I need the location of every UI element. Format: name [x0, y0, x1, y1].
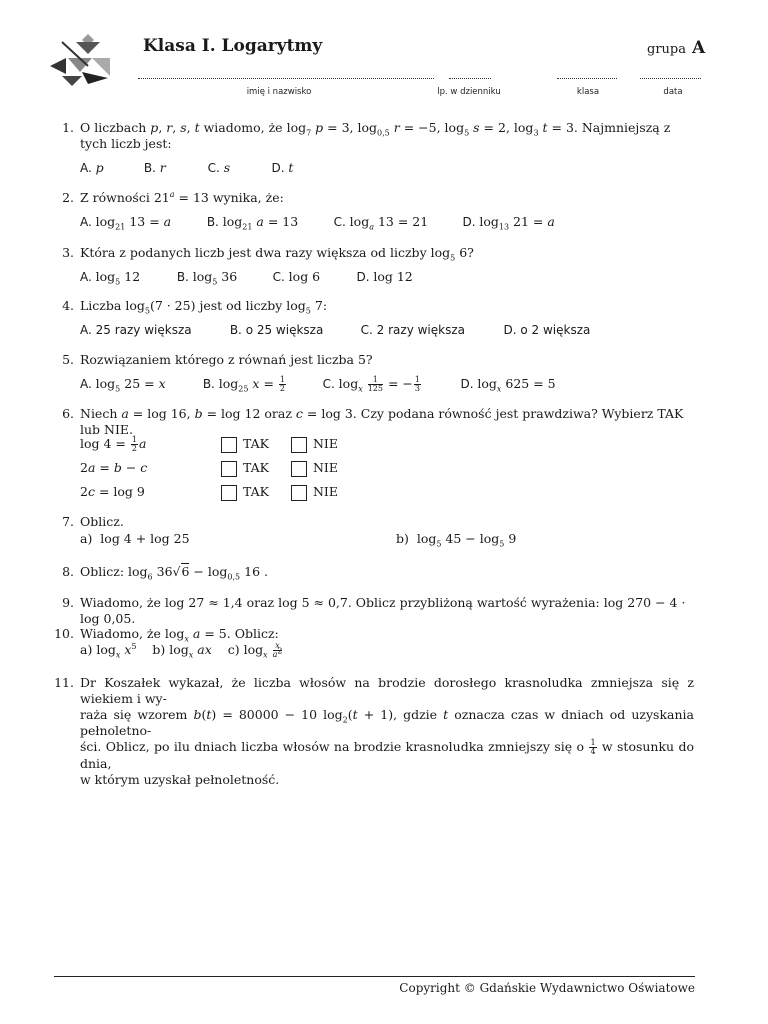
option-b[interactable]: B. $\log_{25} x$ = $\frac{1}{2}$	[202, 375, 285, 394]
option-a[interactable]: A. $\log_5 12$	[80, 269, 141, 287]
option-d[interactable]: D. $\log_{13} 21 = a$	[462, 214, 555, 232]
question-5: 5. Rozwiązaniem którego z równań jest liczba 5? A. $\log_5 25 = x$ B. $\log_{25} x$ = $\frac{1}{2}$ C. $\log_x$ $\frac{1}{125}$ = − $\frac{1}{3}$ D. $\log_x 625 = 5$	[54, 352, 694, 393]
date-field-label: data	[663, 87, 683, 97]
option-d[interactable]: D. o 2 większa	[503, 323, 591, 337]
option-a[interactable]: A. 25 razy większa	[80, 323, 192, 337]
option-b[interactable]: B. $\log_5 36$	[176, 269, 238, 287]
question-6: 6. Niech a = log 16, b = log 12 oraz c = log 3. Czy podana równość jest prawdziwa? Wybierz TAK lub NIE.	[62, 406, 684, 437]
option-b[interactable]: B. $\log_{21} a = 13$	[206, 214, 299, 232]
publisher-logo	[48, 34, 114, 86]
question-3: 3. Która z podanych liczb jest dwa razy większa od liczby $\log_5 6$? A. $\log_5 12$ B. $\log_5 36$ C. log 6 D. log 12	[62, 245, 474, 287]
question-11: 11. Dr Koszałek wykazał, że liczba włosów na brodzie dorosłego krasnoludka zmniejsza się z wiekiem i wy- raża się wzorem b(t) = 80000 − 10 $\log_2(t + 1)$, gdzie t oznacza czas w dniach od uzyskania pełnoletno- ści. Oblicz, po ilu dniach liczba włosów na brodzie krasnoludka zmniejszy się o $\frac{1}{4}$ w stosunku do dnia, w którym uzyskał pełnoletność.	[54, 675, 695, 787]
option-b[interactable]: B. o 25 większa	[229, 323, 324, 337]
logo-shape-bottom-left	[62, 76, 82, 86]
checkbox-tak[interactable]	[221, 485, 237, 501]
question-7: 7. Oblicz. a) log 4 + log 25 b) $\log_5 45 - \log_5 9$	[62, 514, 517, 549]
class-field-label: klasa	[576, 87, 600, 97]
logo-shape-body	[68, 58, 92, 72]
question-2: 2. Z równości $21^a = 13$ wynika, że: A. $\log_{21} 13 = a$ B. $\log_{21} a = 13$ C. $\log_a 13 = 21$ D. $\log_{13} 21 = a$	[54, 190, 694, 230]
question-8: 8. Oblicz: $\log_6 36√6 - \log_{0,5} 16$ .	[62, 564, 268, 582]
checkbox-nie[interactable]	[291, 437, 307, 453]
option-c[interactable]: C. s	[207, 160, 231, 175]
question-1: 1. O liczbach p, r, s, t wiadomo, że $\log_7 p = 3$, $\log_{0,5} r = -5$, $\log_5 s = 2$, $\log_3 t = 3$. Najmniejszą z tych liczb jest: A. p B. r C. s D. t	[54, 120, 694, 176]
option-c[interactable]: C. log 6	[272, 269, 321, 284]
name-field-label: imię i nazwisko	[246, 87, 312, 97]
checkbox-nie[interactable]	[291, 461, 307, 477]
date-field[interactable]	[640, 78, 701, 79]
register-field-label: lp. w dzienniku	[437, 87, 501, 97]
checkbox-nie[interactable]	[291, 485, 307, 501]
option-d[interactable]: D. log 12	[356, 269, 413, 284]
footer-divider	[54, 976, 695, 977]
option-c[interactable]: C. $\log_a 13 = 21$	[333, 214, 429, 232]
logo-shape-left-arm	[50, 58, 66, 74]
checkbox-tak[interactable]	[221, 461, 237, 477]
option-a[interactable]: A. $\log_{21} 13 = a$	[80, 214, 172, 232]
page-title: Klasa I. Logarytmy	[143, 36, 323, 56]
checkbox-tak[interactable]	[221, 437, 237, 453]
option-a[interactable]: A. $\log_5 25 = x$	[80, 376, 166, 394]
q6-row-3: 2c = log 9 TAK NIE	[80, 484, 338, 499]
class-field[interactable]	[557, 78, 617, 79]
question-4: 4. Liczba $\log_5(7 \cdot 25)$ jest od liczby $\log_5 7$: A. 25 razy większa B. o 25 większa C. 2 razy większa D. o 2 większa	[54, 298, 694, 338]
question-1-options	[80, 160, 694, 176]
copyright: Copyright © Gdańskie Wydawnictwo Oświatowe	[399, 981, 695, 995]
name-field[interactable]	[138, 78, 434, 79]
register-field[interactable]	[449, 78, 491, 79]
option-c[interactable]: C. 2 razy większa	[360, 323, 465, 337]
group-label: grupa A	[647, 38, 706, 58]
group-value: A	[691, 38, 706, 58]
q6-row-1: log 4 = $\frac{1}{2}$ a TAK NIE	[80, 435, 338, 453]
option-d[interactable]: D. t	[271, 160, 294, 175]
option-a[interactable]: A. p	[80, 160, 104, 175]
logo-shape-bottom-right	[82, 72, 108, 84]
logo-shape-head	[76, 42, 100, 54]
question-9: 9. Wiadomo, że log 27 ≈ 1,4 oraz log 5 ≈ 0,7. Oblicz przybliżoną wartość wyrażenia: log 270 − 4 · log 0,05.	[62, 595, 686, 626]
option-c[interactable]: C. $\log_x$ $\frac{1}{125}$ = − $\frac{1}{3}$	[322, 375, 420, 394]
q6-row-2: 2a = b − c TAK NIE	[80, 460, 338, 475]
question-10: 10. Wiadomo, że $\log_x a = 5$. Oblicz: a) $\log_x x^5$ b) $\log_x$ ax c) $\log_x$ $\frac{x}{a^2}$	[54, 626, 283, 660]
option-d[interactable]: D. $\log_x 625 = 5$	[460, 376, 556, 394]
option-b[interactable]: B. r	[143, 160, 166, 175]
logo-shape-right	[92, 58, 110, 76]
